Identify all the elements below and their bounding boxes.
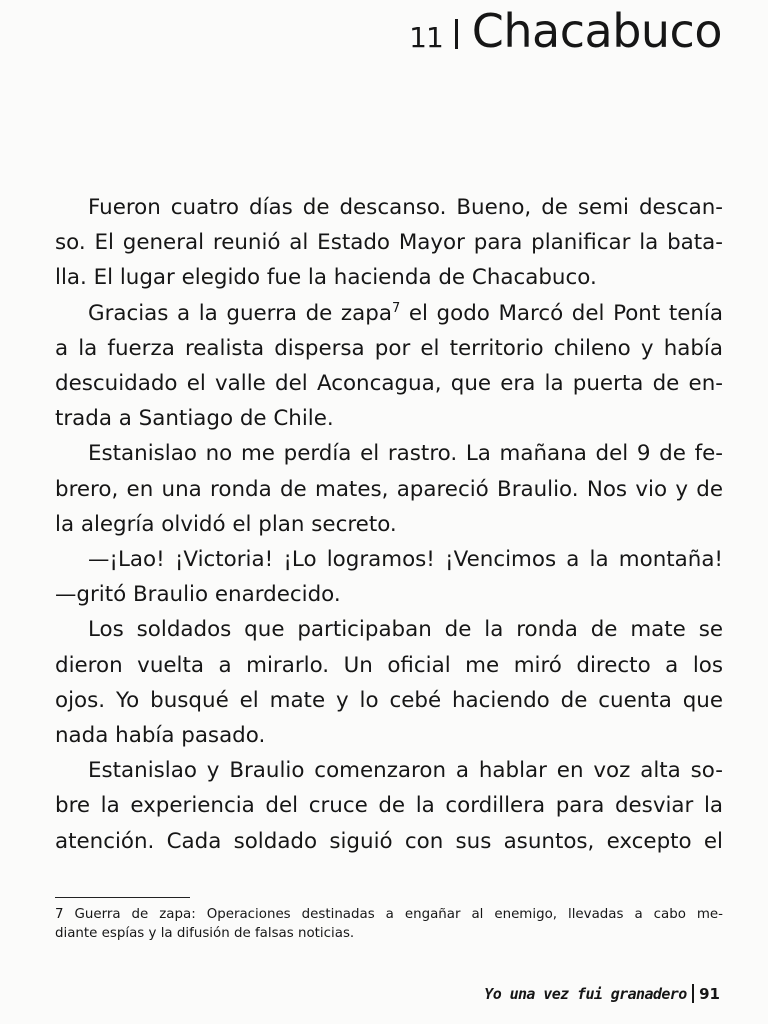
footnote-line: diante espías y la difusión de falsas noticias. bbox=[55, 926, 355, 941]
paragraph bbox=[55, 190, 723, 296]
text-line: so. El general reunió al Estado Mayor para planificar la bata- bbox=[55, 230, 723, 256]
running-footer bbox=[484, 984, 720, 1003]
text-line: nada había pasado. bbox=[55, 723, 266, 749]
text-segment: el godo Marcó del Pont tenía bbox=[400, 300, 723, 326]
footer-separator bbox=[692, 984, 695, 1003]
text-line bbox=[55, 296, 723, 331]
footnote-line: 7 Guerra de zapa: Operaciones destinadas a engañar al enemigo, llevadas a cabo me- bbox=[55, 907, 723, 922]
text-line: descuidado el valle del Aconcagua, que era la puerta de en- bbox=[55, 371, 723, 397]
text-line: trada a Santiago de Chile. bbox=[55, 406, 334, 432]
chapter-separator bbox=[455, 19, 458, 49]
text-line: a la fuerza realista dispersa por el territorio chileno y había bbox=[55, 335, 723, 361]
text-segment: Gracias a la guerra de zapa bbox=[88, 300, 392, 326]
chapter-heading bbox=[409, 0, 722, 62]
text-line: —gritó Braulio enardecido. bbox=[55, 582, 341, 608]
text-line: Estanislao no me perdía el rastro. La mañana del 9 de fe- bbox=[88, 441, 723, 467]
text-line: Los soldados que participaban de la ronda de mate se bbox=[88, 617, 723, 643]
text-line: dieron vuelta a mirarlo. Un oficial me miró directo a los bbox=[55, 652, 723, 678]
text-line: ojos. Yo busqué el mate y lo cebé haciendo de cuenta que bbox=[55, 687, 723, 713]
paragraph bbox=[55, 436, 723, 542]
text-line: brero, en una ronda de mates, apareció Braulio. Nos vio y de bbox=[55, 476, 723, 502]
text-line: Fueron cuatro días de descanso. Bueno, de semi descan- bbox=[88, 195, 723, 220]
chapter-number: 11 bbox=[409, 21, 443, 54]
page-number: 91 bbox=[699, 984, 720, 1003]
text-line: Estanislao y Braulio comenzaron a hablar en voz alta so- bbox=[88, 758, 723, 784]
paragraph bbox=[55, 612, 723, 753]
paragraph bbox=[55, 296, 723, 437]
footnote-divider bbox=[55, 897, 190, 898]
footnote bbox=[55, 905, 723, 943]
paragraph bbox=[55, 542, 723, 612]
paragraph bbox=[55, 753, 723, 859]
footnote-marker: 7 bbox=[391, 300, 401, 316]
book-title: Yo una vez fui granadero bbox=[484, 984, 687, 1003]
body-text bbox=[55, 190, 723, 859]
chapter-title: Chacabuco bbox=[471, 4, 722, 58]
text-line: lla. El lugar elegido fue la hacienda de Chacabuco. bbox=[55, 265, 597, 291]
text-line: bre la experiencia del cruce de la cordillera para desviar la bbox=[55, 793, 723, 819]
text-line: —¡Lao! ¡Victoria! ¡Lo logramos! ¡Vencimos a la montaña! bbox=[88, 547, 723, 573]
text-line: atención. Cada soldado siguió con sus asuntos, excepto el bbox=[55, 828, 723, 854]
text-line: la alegría olvidó el plan secreto. bbox=[55, 511, 397, 537]
